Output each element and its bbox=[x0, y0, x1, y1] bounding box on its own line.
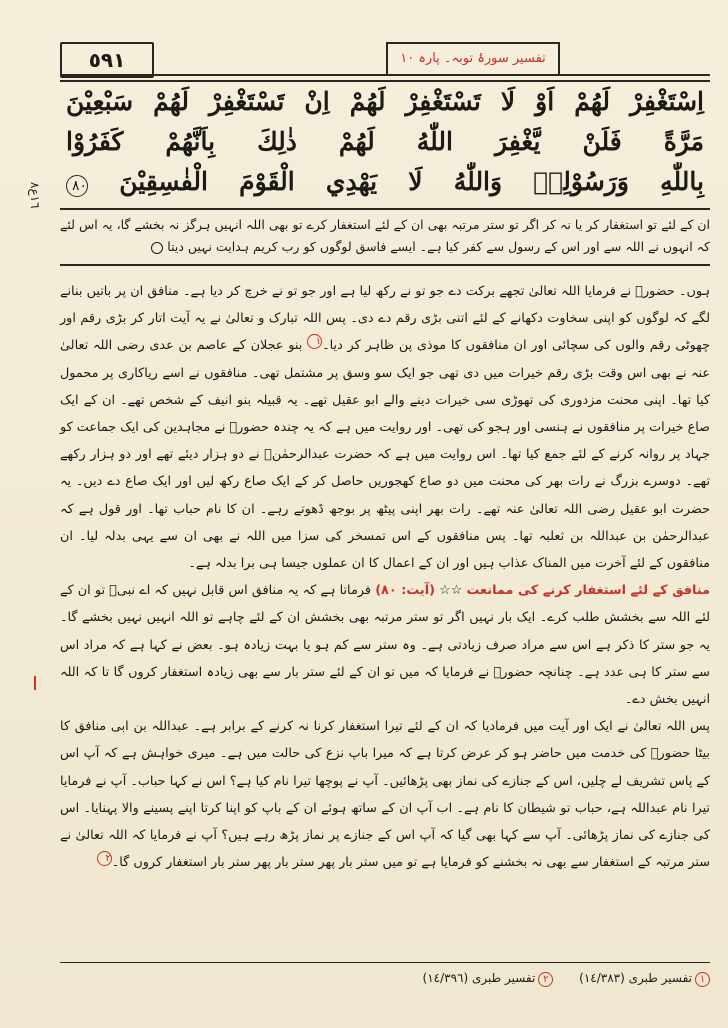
footnote-1-number: ١ bbox=[695, 972, 710, 987]
ayah-number-marker: ٨٠ bbox=[66, 175, 88, 197]
verse-line-3 bbox=[60, 162, 710, 202]
footnotes bbox=[60, 968, 710, 988]
ayah-end-icon bbox=[151, 242, 163, 254]
translation-text: ان کے لئے تو استغفار کر یا نہ کر اگر تو ستر مرتبہ بھی ان کے لئے استغفار کرے تو بھی اللہ انہیں ہرگز نہ بخشے گا، یہ اس لئے کہ انہوں نے اللہ سے اور اس کے رسول سے کفر کیا ہے۔ ایسے فاسق لوگوں کو رب کریم ہدایت نہیں دیتا bbox=[60, 217, 710, 254]
paragraph-1 bbox=[60, 278, 710, 577]
footnote-ref-1: ١ bbox=[307, 334, 322, 349]
page-number: ٥٩١ bbox=[60, 42, 154, 78]
paragraph-1-text: ہوں۔ حضورؐ نے فرمایا اللہ تعالیٰ تجھے برکت دے جو تو نے رکھ لیا ہے اور جو تو نے خرچ کر دیا ہے۔ منافق ان پر باتیں بنانے لگے کہ لوگوں کو اپنی سخاوت دکھانے کے لئے اتنی بڑی رقم دے دی۔ پس اللہ تبارک و تعالیٰ نے یہ آیت اتار کر بڑی رقم اور چھوٹی رقم والوں کی سچائی اور ان منافقوں کا موذی پن ظاہر کر دیا۔ bbox=[60, 284, 710, 354]
paragraph-3-text: فرماتا ہے کہ یہ منافق اس قابل نہیں کہ اے نبیؐ تو ان کے لئے اللہ سے بخشش طلب کرے۔ ایک بار نہیں اگر تو ستر مرتبہ بھی بخشش ان کے لئے چاہے تو اللہ انہیں نہیں بخشے گا۔ یہ جو ستر کا ذکر ہے اس سے مراد صرف زیادتی ہے۔ وہ ستر سے کم ہو یا بہت زیادہ ہو۔ بعض نے کہا ہے کہ مراد اس سے ستر کا ہی عدد ہے۔ چنانچہ حضورؐ نے فرمایا کہ میں تو ان کے لئے ستر بار سے بھی زیادہ استغفار کروں گا تا کہ اللہ انہیں بخش دے۔ bbox=[60, 583, 710, 708]
paragraph-heading bbox=[60, 577, 710, 713]
footnote-ref-2: ٢ bbox=[97, 851, 112, 866]
footnote-2 bbox=[423, 971, 554, 985]
quran-verse-box bbox=[60, 80, 710, 210]
verse-line-1: اِسْتَغْفِرْ لَهُمْ اَوْ لَا تَسْتَغْفِرْ لَهُمْ اِنْ تَسْتَغْفِرْ لَهُمْ سَبْعِيْنَ bbox=[66, 87, 704, 116]
ruku-marker: ١٦ع٨ bbox=[28, 181, 42, 209]
verse-translation bbox=[60, 214, 710, 258]
page-header bbox=[60, 42, 710, 76]
verse-line-2: مَرَّةً فَلَنْ يَّغْفِرَ اللّٰهُ لَهُمْ ذٰلِكَ بِاَنَّهُمْ كَفَرُوْا bbox=[66, 127, 704, 156]
paragraph-4 bbox=[60, 713, 710, 876]
footnote-2-text: تفسیر طبری (١٤/٣٩٦) bbox=[422, 971, 536, 985]
header-rule bbox=[60, 74, 710, 76]
paragraph-2-text: بنو عجلان کے عاصم بن عدی رضی اللہ تعالیٰ عنہ نے بھی اس وقت بڑی رقم خیرات میں دی تھی جو ایک سو وسق پر مشتمل تھی۔ منافقوں نے اسے ریاکاری پر محمول کیا تھا۔ اپنی محنت مزدوری کی تھوڑی سی خیرات دینے والے ابو عقیل تھے۔ یہ قبیلہ بنو انیف کے شخص تھے۔ ان کے ایک صاع خیرات پر منافقوں نے ہنسی اور ہجو کی تھی۔ اور روایت میں ہے کہ یہ چندہ حضورؐ نے مجاہدین کی ایک جماعت کو جہاد پر روانہ کرنے کے لئے جمع کیا تھا۔ اس روایت میں ہے کہ حضرت عبدالرحمٰنؓ نے دو ہزار دیئے تھے اور دو ہزار رکھے تھے۔ دوسرے بزرگ نے رات بھر کی محنت میں دو صاع کھجوریں حاصل کر کے ایک صاع رکھ لیں اور ایک صاع دے دیں۔ یہ حضرت ابو عقیل رضی اللہ تعالیٰ عنہ تھے۔ رات بھر اپنی پیٹھ پر بوجھ ڈھوتے رہے۔ ان کا نام حباب تھا۔ اور قول ہے کہ عبدالرحمٰن بن عبداللہ بن ثعلبہ تھا۔ پس منافقوں کے اس تمسخر کی سزا میں اللہ نے بھی ان سے یہی بدلہ لیا۔ ان منافقوں کے لئے آخرت میں المناک عذاب ہیں اور ان کے اعمال کا ان عملوں جیسا ہی برا بدلہ ہے۔ bbox=[60, 338, 710, 572]
verse-line-3-text: بِاللّٰهِ وَرَسُوْلِهٖ وَاللّٰهُ لَا يَهْدِي الْقَوْمَ الْفٰسِقِيْنَ bbox=[119, 167, 704, 196]
ayah-reference: (آیت: ٨٠) bbox=[375, 583, 435, 599]
margin-mark bbox=[34, 676, 36, 690]
star-ornament-icon: ☆☆ bbox=[439, 583, 463, 599]
footnote-divider bbox=[60, 962, 710, 963]
running-title: تفسیر سورۂ توبہ۔ پارہ ١٠ bbox=[386, 42, 560, 74]
footnote-1-text: تفسیر طبری (١٤/٣٨٣) bbox=[579, 971, 692, 985]
footnote-2-number: ٢ bbox=[538, 972, 553, 987]
footnote-1 bbox=[579, 971, 710, 985]
paragraph-4-text: پس اللہ تعالیٰ نے ایک اور آیت میں فرمادیا کہ ان کے لئے تیرا استغفار کرنا نہ کرنے کے برابر ہے۔ عبداللہ بن ابی منافق کا بیٹا حضورؐ کی خدمت میں حاضر ہو کر عرض کرتا ہے کہ میرا باپ نزع کی حالت میں ہے۔ میری خواہش ہے کہ آپ اس کے پاس تشریف لے چلیں، اس کے جنازے کی نماز بھی پڑھائیں۔ آپ نے پوچھا تیرا نام کیا ہے؟ اس نے کہا حباب۔ آپ نے فرمایا تیرا نام عبداللہ ہے، حباب تو شیطان کا نام ہے۔ اب آپ ان کے ساتھ ہوئے ان کے باپ کو اپنا کرتا اپنے پسینے والا پہنایا۔ اس کی جنازے کی نماز پڑھائی۔ آپ سے کہا بھی گیا کہ آپ اس کے جنازے پر نماز پڑھ رہے ہیں؟ آپ نے فرمایا کہ اللہ تعالیٰ نے ستر مرتبہ کے استغفار سے بھی نہ بخشنے کو فرمایا ہے تو میں ستر بار پھر ستر بار پھر ستر بار استغفار کروں گا۔ bbox=[60, 719, 710, 871]
section-heading: منافق کے لئے استغفار کرنے کی ممانعت bbox=[466, 583, 711, 599]
section-divider bbox=[60, 264, 710, 266]
commentary-body bbox=[60, 278, 710, 876]
